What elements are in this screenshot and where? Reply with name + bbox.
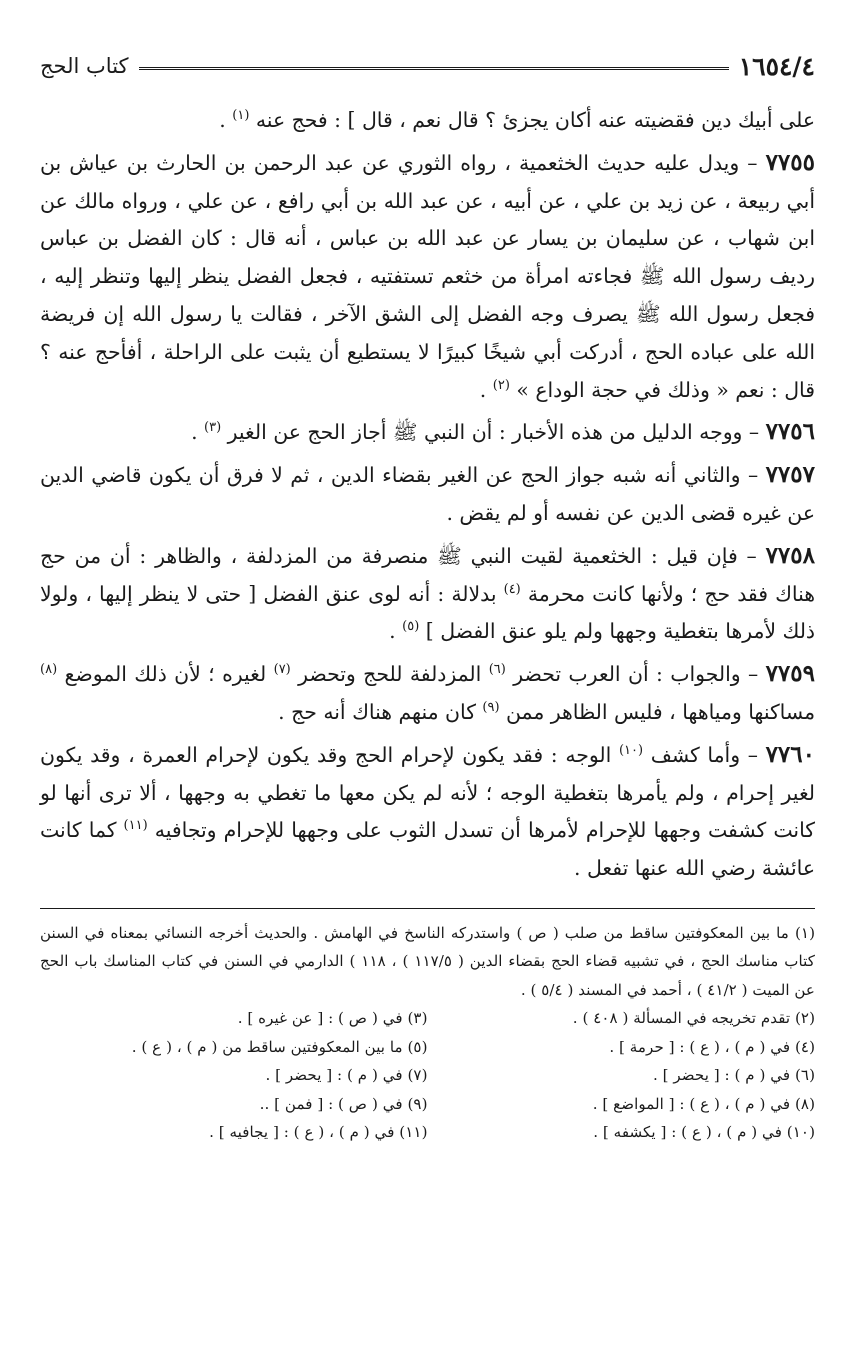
text-run: بدلالة : أنه لوى عنق الفضل [ حتى لا ينظر إليها ، ولولا ذلك لأمرها بتغطية وجهها ولم يلو عنق الفضل ] xyxy=(40,581,815,644)
main-text xyxy=(40,102,815,888)
text-run: – ووجه الدليل من هذه الأخبار : أن النبي ﷺ أجاز الحج عن الغير xyxy=(221,420,766,445)
footnote-ref: (٢) xyxy=(492,377,510,393)
paragraph xyxy=(40,655,815,732)
footnotes xyxy=(40,919,815,1147)
footnote-item: (١١) في ( م ) ، ( ع ) : [ يجافيه ] . xyxy=(209,1123,428,1142)
footnote-ref: (٧) xyxy=(273,662,291,678)
paragraph xyxy=(40,413,815,452)
footnote-item: (٢) تقدم تخريجه في المسألة ( ٤٠٨ ) . xyxy=(572,1009,815,1028)
footnote-ref: (٦) xyxy=(488,662,506,678)
paragraph xyxy=(40,456,815,533)
running-header xyxy=(40,44,815,88)
text-run: – والثاني أنه شبه جواز الحج عن الغير بقضاء الدين ، ثم لا فرق أن يكون قاضي الدين عن غيره قضى الدين عن نفسه أو لم يقض . xyxy=(40,463,815,525)
footnote-item: (٧) في ( م ) : [ يحضر ] . xyxy=(265,1066,428,1085)
footnote-1: (١) ما بين المعكوفتين ساقط من صلب ( ص ) واستدركه الناسخ في الهامش . والحديث أخرجه النسائي بمعناه في السنن كتاب مناسك الحج ، في تشبيه قضاء الحج بقضاء الدين ( ١١٧/٥ ) ، ١١٨ ) الدارمي في السنن في كتاب المناسك باب الحج عن الميت ( ٤١/٢ ) ، أحمد في المسند ( ٥/٤ ) . xyxy=(40,923,815,999)
footnote-ref: (١١) xyxy=(123,818,148,834)
footnote-item: (٤) في ( م ) ، ( ع ) : [ حرمة ] . xyxy=(609,1037,815,1056)
entry-number: ٧٧٥٦ xyxy=(765,418,815,446)
footnote-item: (٣) في ( ص ) : [ عن غيره ] . xyxy=(237,1009,428,1028)
footnote-item: (٦) في ( م ) : [ يحضر ] . xyxy=(652,1066,815,1085)
book-page xyxy=(40,44,815,1147)
footnote-grid xyxy=(40,1004,815,1147)
header-rule xyxy=(139,67,729,70)
text-run: – ويدل عليه حديث الخثعمية ، رواه الثوري عن عبد الرحمن بن الحارث بن عياش بن أبي ربيعة ، عن زيد بن علي ، عن أبيه ، عن عبد الله بن أبي رافع ، عن علي ، ورواه مالك عن ابن شهاب ، عن سليمان بن يسار عن عبد الله بن عباس ، أنه قال : كان الفضل بن عباس رديف رسول الله ﷺ فجاءته امرأة من خثعم تستفتيه ، فجعل الفضل ينظر إليها وتنظر إليه ، فجعل رسول الله ﷺ يصرف وجه الفضل إلى الشق الآخر ، فقالت يا رسول الله إن فريضة الله على عباده الحج ، أدركت أبي شيخًا كبيرًا لا يستطيع أن يثبت على الراحلة ، أفأحج عنه ؟ قال : نعم « وذلك في حجة الوداع » xyxy=(40,150,815,402)
entry-number: ٧٧٥٨ xyxy=(765,541,815,569)
book-title: كتاب الحج xyxy=(40,54,129,78)
footnote-ref: (٩) xyxy=(482,700,500,716)
page-number: ١٦٥٤/٤ xyxy=(738,51,815,81)
footnote-ref: (٥) xyxy=(402,619,420,635)
text-run: المزدلفة للحج وتحضر xyxy=(290,662,489,687)
text-run: . xyxy=(219,108,233,132)
footnote-ref: (١٠) xyxy=(618,742,644,758)
text-run: لغيره ؛ لأن ذلك الموضع xyxy=(57,662,274,687)
text-run: . xyxy=(389,619,403,644)
text-run: على أبيك دين فقضيته عنه أكان يجزئ ؟ قال نعم ، قال ] : فحج عنه xyxy=(249,108,815,132)
footnote-item: (٥) ما بين المعكوفتين ساقط من ( م ) ، ( ع ) . xyxy=(131,1037,428,1056)
footnote-item: (٩) في ( ص ) : [ فمن ] .. xyxy=(259,1094,428,1113)
text-run: – والجواب : أن العرب تحضر xyxy=(505,662,766,687)
text-run: الوجه : فقد يكون لإحرام الحج وقد يكون لإحرام العمرة ، وقد يكون لغير إحرام ، ولم يأمرها بتغطية الوجه ؛ لأنه لم يكن معها ما تغطي به وجهها ، ألا ترى أنها لو كانت كشفت وجهها للإحرام لأمرها أن تسدل الثوب على وجهها للإحرام وتجافيه xyxy=(40,742,815,843)
entry-number: ٧٧٥٩ xyxy=(765,660,815,688)
footnote-ref: (٨) xyxy=(40,662,58,678)
text-run: – وأما كشف xyxy=(643,742,766,767)
footnote-ref: (٣) xyxy=(204,420,222,436)
paragraph xyxy=(40,144,815,410)
footnote-separator xyxy=(40,908,815,909)
text-run: – فإن قيل : الخثعمية لقيت النبي ﷺ منصرفة من المزدلفة ، والظاهر : أن من حج هناك فقد حج ؛ ولأنها كانت محرمة xyxy=(40,543,815,606)
text-run: . xyxy=(479,377,493,402)
paragraph xyxy=(40,537,815,651)
footnote-item: (١٠) في ( م ) ، ( ع ) : [ يكشفه ] . xyxy=(593,1123,815,1142)
text-run: كما كانت عائشة رضي الله عنها تفعل . xyxy=(40,818,815,881)
entry-number: ٧٧٥٥ xyxy=(765,148,815,176)
paragraph xyxy=(40,736,815,888)
entry-number: ٧٧٦٠ xyxy=(765,740,815,768)
paragraph xyxy=(40,102,815,140)
text-run: كان منهم هناك أنه حج . xyxy=(278,699,483,724)
text-run: . xyxy=(191,420,205,445)
footnote-ref: (٤) xyxy=(503,581,521,597)
entry-number: ٧٧٥٧ xyxy=(765,461,815,489)
text-run: مساكنها ومياهها ، فليس الظاهر ممن xyxy=(499,699,815,724)
footnote-item: (٨) في ( م ) ، ( ع ) : [ المواضع ] . xyxy=(592,1094,815,1113)
footnote-ref: (١) xyxy=(232,108,250,124)
